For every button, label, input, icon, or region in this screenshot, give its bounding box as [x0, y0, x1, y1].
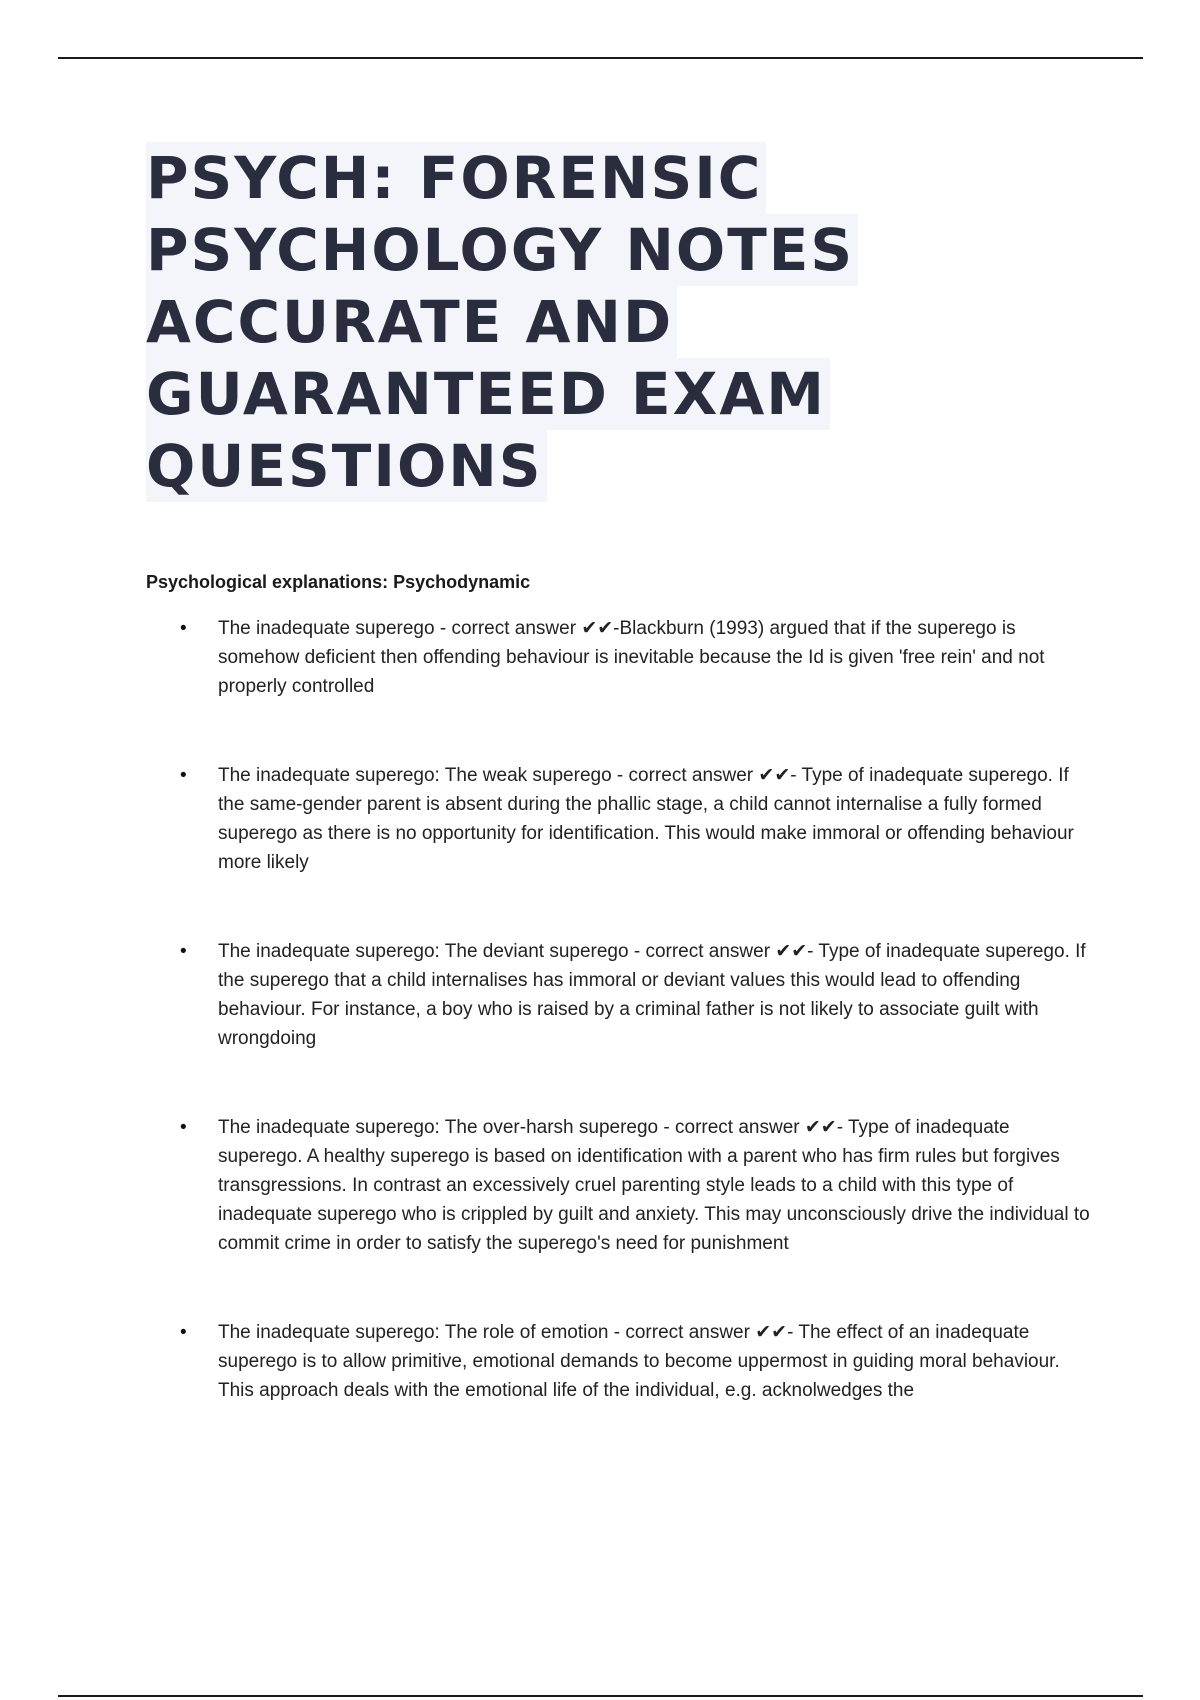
list-item: [146, 614, 1096, 701]
list-item: [146, 761, 1096, 877]
title-line: PSYCHOLOGY NOTES: [146, 214, 858, 286]
list-item-text: The inadequate superego - correct answer ✔✔-Blackburn (1993) argued that if the superego is somehow deficient then offending behaviour is inevitable because the Id is given 'free rein' and not properly controlled: [218, 618, 1045, 697]
bullet-icon: •: [180, 618, 187, 639]
title-line: QUESTIONS: [146, 430, 547, 502]
section-heading: Psychological explanations: Psychodynamic: [146, 572, 531, 592]
document-title: [146, 142, 858, 502]
list-item-text: The inadequate superego: The deviant superego - correct answer ✔✔- Type of inadequate superego. If the superego that a child internalises has immoral or deviant values this would lead to offending behaviour. For instance, a boy who is raised by a criminal father is not likely to associate guilt with wrongdoing: [218, 941, 1086, 1049]
header-rule: [58, 57, 1143, 59]
bullet-icon: •: [180, 941, 187, 962]
list-item-text: The inadequate superego: The over-harsh superego - correct answer ✔✔- Type of inadequate superego. A healthy superego is based on identification with a parent who has firm rules but forgives transgressions. In contrast an excessively cruel parenting style leads to a child with this type of inadequate superego who is crippled by guilt and anxiety. This may unconsciously drive the individual to commit crime in order to satisfy the superego's need for punishment: [218, 1117, 1090, 1254]
list-item-text: The inadequate superego: The weak superego - correct answer ✔✔- Type of inadequate superego. If the same-gender parent is absent during the phallic stage, a child cannot internalise a fully formed superego as there is no opportunity for identification. This would make immoral or offending behaviour more likely: [218, 765, 1074, 873]
list-item: [146, 937, 1096, 1053]
footer-rule: [58, 1695, 1143, 1697]
bullet-icon: •: [180, 765, 187, 786]
bullet-icon: •: [180, 1117, 187, 1138]
title-line: ACCURATE AND: [146, 286, 677, 358]
bullet-icon: •: [180, 1322, 187, 1343]
title-line: PSYCH: FORENSIC: [146, 142, 766, 214]
list-item: [146, 1318, 1096, 1405]
list-item: [146, 1113, 1096, 1258]
title-line: GUARANTEED EXAM: [146, 358, 830, 430]
qa-list: [146, 614, 1096, 1465]
list-item-text: The inadequate superego: The role of emotion - correct answer ✔✔- The effect of an inadequate superego is to allow primitive, emotional demands to become uppermost in guiding moral behaviour. This approach deals with the emotional life of the individual, e.g. acknolwedges the: [218, 1322, 1060, 1401]
